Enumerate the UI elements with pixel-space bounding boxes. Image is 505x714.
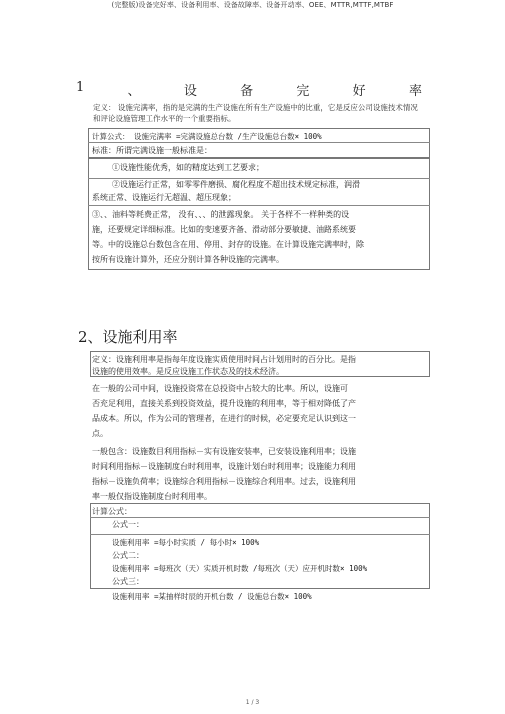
criteria-line: 等。中的设施总台数包含在用、停用、封存的设施。在计算设施完满率时，除 xyxy=(92,240,364,249)
page-number: 1 / 3 xyxy=(245,699,260,706)
formula3-label: 公式三： xyxy=(112,577,144,586)
criteria-line: 施，还要规定详细标准。比如的变速要齐备、滑动部分要敏捷、油路系统要 xyxy=(92,225,356,234)
formula3: 设施利用率 =某抽样时辰的开机台数 / 设施总台数× 100% xyxy=(112,592,312,601)
heading-char: 备 xyxy=(240,84,254,99)
definition-line: 定义：设施利用率是指每年度设施实质使用时间占计划用时的百分比。是指 xyxy=(92,355,356,364)
section2-heading: 2、设施利用率 xyxy=(78,328,178,346)
paragraph-line: 一般包含：设施数目利用指标－实有设施安装率，已安装设施利用率；设施 xyxy=(92,447,356,456)
formula1: 设施利用率 =每小时实质 / 每小时× 100% xyxy=(112,538,260,547)
standard-label: 标准：所谓完满设施一般标准是： xyxy=(92,146,212,155)
criteria-line: ③、、油料等耗费正常， 没有、、、的泄露现象。 关于各样不一样种类的设 xyxy=(92,210,350,219)
formula2-label: 公式二： xyxy=(112,551,144,560)
paragraph-line: 否充足利用，直接关系到投资效益，提升设施的利用率，等于相对降低了产 xyxy=(92,399,356,408)
section1-heading xyxy=(76,80,422,99)
calc-label: 计算公式： xyxy=(92,507,132,516)
heading-char: 好 xyxy=(352,84,366,99)
criteria-line: 按所有设施计算外，还应分别计算各种设施的完满率。 xyxy=(92,255,284,264)
paragraph-line: 率一般仅指设施制度台时利用率。 xyxy=(92,492,212,501)
formula2: 设施利用率 =每班次（天）实质开机时数 /每班次（天）应开机时数× 100% xyxy=(112,564,368,573)
divider xyxy=(90,517,430,518)
criteria-line: ①设施性能优秀，如的精度达到工艺要求； xyxy=(112,163,264,172)
paragraph-line: 点。 xyxy=(92,429,108,438)
heading-char: 、 xyxy=(127,84,141,99)
paragraph-line: 品成本。所以，作为公司的管理者，在进行的时候，必定要充足认识到这一 xyxy=(92,414,356,423)
criteria-line: ②设施运行正常，如零零件磨损、腐化程度不超出技术规定标准，润滑 xyxy=(112,180,360,189)
divider xyxy=(90,534,430,535)
definition-line: 设施的使用效率。是反应设施工作状态及的技术经济。 xyxy=(92,367,284,376)
formula1-label: 公式一： xyxy=(112,520,144,529)
heading-char: 率 xyxy=(408,84,422,99)
heading-char: 完 xyxy=(296,84,310,99)
document-header: (完整版)设备完好率、设备利用率、设备故障率、设备开动率、OEE、MTTR,MTTF,MTBF xyxy=(111,1,394,9)
heading-char: 设 xyxy=(183,84,197,99)
section1-definition: 定义： 设施完满率，指的是完满的生产设施在所有生产设施中的比重，它是反应公司设施技术情况和评论设施管理工作水平的一个重要指标。 xyxy=(93,103,418,123)
heading-char: 1 xyxy=(76,80,85,95)
formula-text: 计算公式： 设施完满率 =完满设施总台数 /生产设施总台数× 100% xyxy=(92,132,322,141)
paragraph-line: 指标－设施负荷率；设施综合利用指标－设施综合利用率。过去，设施利用 xyxy=(92,477,356,486)
paragraph-line: 在一般的公司中间，设施投资常在总投资中占较大的比率。所以，设施可 xyxy=(92,384,348,393)
paragraph-line: 时间利用指标－设施制度台时利用率，设施计划台时利用率；设施能力利用 xyxy=(92,462,356,471)
divider xyxy=(88,205,430,206)
criteria-line: 系统正常、设施运行无超温、超压现象； xyxy=(92,193,236,202)
divider xyxy=(88,142,430,143)
